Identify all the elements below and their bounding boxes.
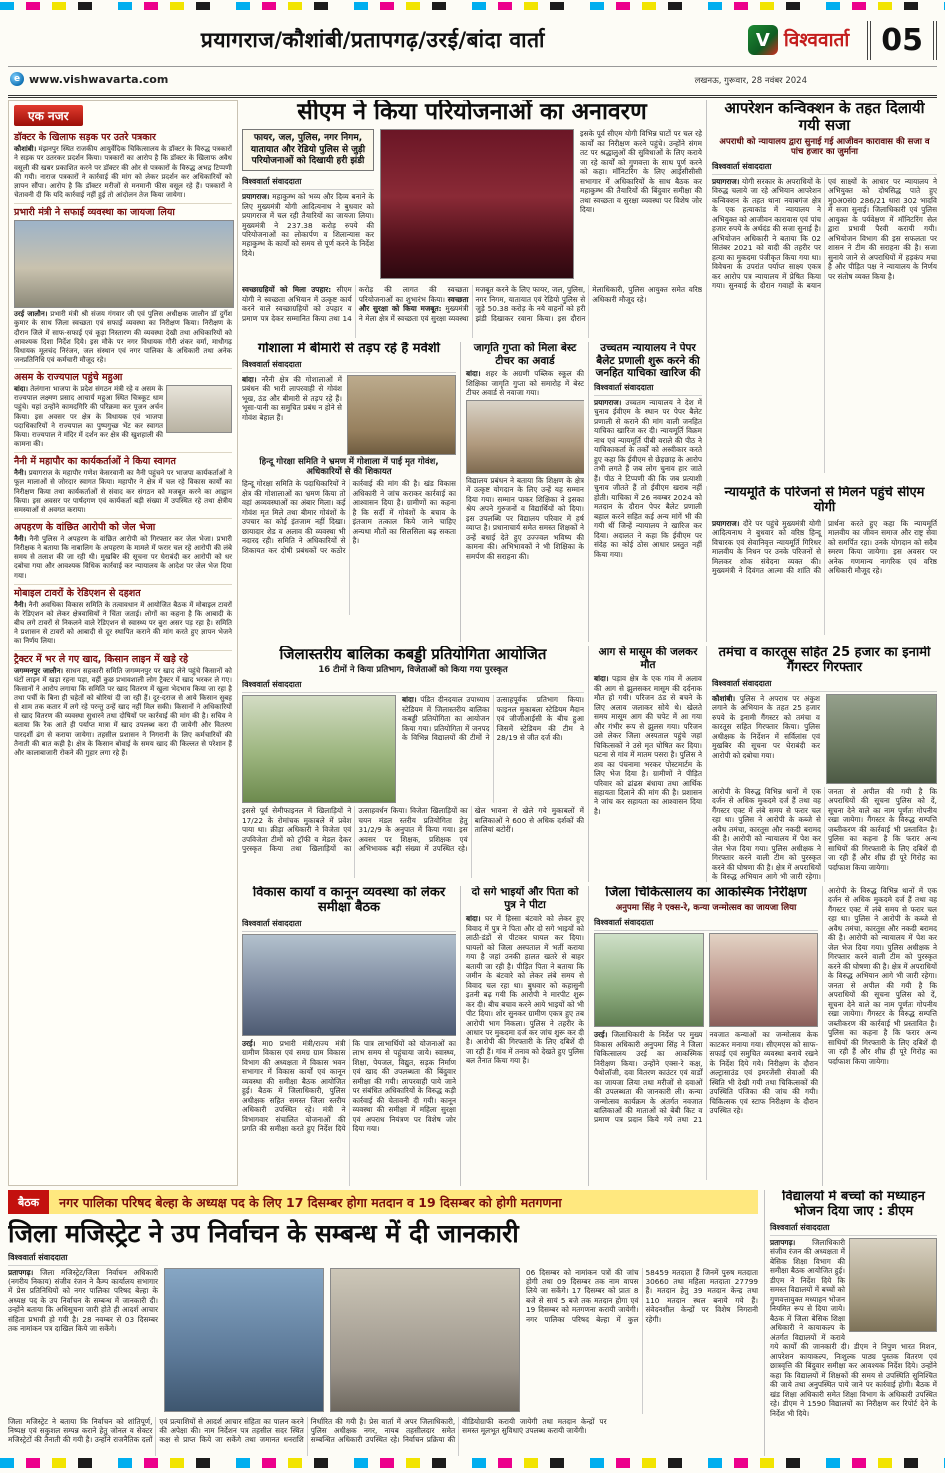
article-best-teacher-award bbox=[460, 342, 584, 642]
byline: विश्ववार्ता संवाददाता bbox=[242, 174, 374, 190]
photo-dm-meeting bbox=[849, 1238, 937, 1332]
article-body: आरोपी के विरुद्ध विभिन्न थानों में एक दर्जन से अधिक मुकदमे दर्ज हैं तथा वह गैंगस्टर एक्ट में लंबे समय से फरार चल रहा था। पुलिस ने आरोपी के कब्जे से अवैध तमंचा, कारतूस और नकदी बरामद की है। आरोपी को न्यायालय में पेश कर जेल भेज दिया गया। पुलिस अधीक्षक ने गिरफ्तार करने वाली टीम को पुरस्कृत करने की घोषणा की है। क्षेत्र में अपराधियों के विरुद्ध अभियान आगे भी जारी रहेगा। जनता से अपील की गयी है कि अपराधियों की सूचना पुलिस को दें, सूचना देने वाले का नाम पूर्णतः गोपनीय रखा जायेगा। गैंगस्टर के विरुद्ध सम्पत्ति जब्तीकरण की कार्रवाई भी प्रस्तावित है। पुलिस का कहना है कि फरार अन्य साथियों की गिरफ्तारी के लिए दबिशें दी जा रही हैं और शीघ्र ही पूरे गिरोह का पर्दाफाश किया जायेगा। bbox=[828, 886, 937, 1066]
article-headline: आपरेशन कन्विक्शन के तहत दिलायी गयी सजा bbox=[724, 100, 925, 135]
inline-subhead: स्वच्छता और सुरक्षा को किया मजबूत: bbox=[358, 294, 469, 314]
photo-hospital-ward bbox=[594, 933, 704, 1027]
article-body: विद्यालय प्रबंधन ने बताया कि शिक्षण के क्षेत्र में उत्कृष्ट योगदान के लिए उन्हें यह सम्मान दिया गया। सम्मान पाकर शिक्षिका ने इसका श्रेय अपने गुरुजनों व विद्यार्थियों को दिया। इस उपलब्धि पर विद्यालय परिवार में हर्ष व्याप्त है। प्रधानाचार्य समेत समस्त शिक्षकों ने उन्हें बधाई देते हुए उज्ज्वल भविष्य की कामना की। अभिभावकों ने भी शिक्षिका के समर्पण की सराहना की। bbox=[466, 475, 584, 561]
brief-body: जगम्मनपुर जालौन। साधन सहकारी समिति जगम्मनपुर पर खाद लेने पहुंचे किसानों को घंटों लाइन में खड़ा रहना पड़ा, वहीं कुछ प्रभावशाली लोग ट्रैक्टर में खाद भरकर ले गए। किसानों ने आरोप लगाया कि समिति पर खाद वितरण में खुला भेदभाव किया जा रहा है तथा पर्ची के बिना ही चहेतों को बोरियां दी जा रही हैं। दूर-दराज से आये किसान सुबह से शाम तक कतार में लगे रहे परन्तु उन्हें खाद नहीं मिल सकी। किसानों ने अधिकारियों से खाद वितरण की व्यवस्था सुधारने तथा दोषियों पर कार्रवाई की मांग की है। सचिव ने बताया कि रैक आते ही पर्याप्त मात्रा में खाद उपलब्ध करा दी जायेगी और वितरण पारदर्शी ढंग से कराया जायेगा। तहसील प्रशासन ने निगरानी के लिए कर्मचारियों की तैनाती की बात कही है। क्षेत्र के किसान बोवाई के समय खाद की किल्लत से परेशान हैं और कालाबाजारी रोकने की गुहार लगा रहे हैं। bbox=[14, 666, 232, 757]
byline: विश्ववार्ता संवाददाता bbox=[712, 676, 937, 692]
article-headline: जागृति गुप्ता को मिला बेस्ट टीचर का अवार्ड bbox=[473, 342, 577, 367]
article-headline: जिला चिकित्सालय का आकस्मिक निरीक्षण bbox=[605, 886, 807, 900]
article-body: स्वच्छाग्रहियों को मिला उपहार: सीएम योगी ने स्वच्छता अभियान में उत्कृष्ट कार्य करने वाले स्वच्छाग्रहियों को उपहार व प्रमाण पत्र देकर सम्मानित किया तथा 14 करोड़ की लागत की स्वच्छता परियोजनाओं का शुभारंभ किया। स्वच्छता और सुरक्षा को किया मजबूत: मुख्यमंत्री ने मेला क्षेत्र में स्वच्छता एवं सुरक्षा व्यवस्था मजबूत करने के लिए फायर, जल, पुलिस, नगर निगम, यातायात एवं रेडियो पुलिस से जुड़े 50.38 करोड़ के नये वाहनों को हरी झंडी दिखाकर रवाना किया। इस दौरान मेलाधिकारी, पुलिस आयुक्त समेत वरिष्ठ अधिकारी मौजूद रहे। bbox=[242, 285, 702, 323]
region-line: प्रयागराज/कौशांबी/प्रतापगढ़/उरई/बांदा वार्ता bbox=[200, 28, 545, 52]
edition-dateline: लखनऊ, गुरूवार, 28 नवंबर 2024 bbox=[694, 76, 807, 86]
brief-headline: ट्रैक्टर में भर ले गए खाद, किसान लाइन में खड़े रहे bbox=[14, 653, 189, 665]
article-body: बांदा। पड़ाव क्षेत्र के एक गांव में अलाव की आग से झुलसकर मासूम की दर्दनाक मौत हो गयी। परिजन ठंड से बचने के लिए अलाव जलाकर सोये थे। खेलते समय मासूम आग की चपेट में आ गया और गंभीर रूप से झुलस गया। परिजन उसे लेकर जिला अस्पताल पहुंचे जहां चिकित्सकों ने उसे मृत घोषित कर दिया। घटना से गांव में मातम पसरा है। पुलिस ने शव का पंचनामा भरकर पोस्टमार्टम के लिए भेज दिया है। ग्रामीणों ने पीड़ित परिवार को ढांढस बंधाया तथा आर्थिक सहायता दिलाने की मांग की है। प्रशासन ने जांच कर सहायता का आश्वासन दिया है। bbox=[594, 674, 702, 816]
news-brief bbox=[14, 585, 232, 651]
brand-logo bbox=[738, 25, 859, 55]
inline-subhead: स्वच्छाग्रहियों को मिला उपहार: bbox=[242, 285, 337, 295]
article-operation-conviction bbox=[706, 100, 937, 482]
article-body: प्रयागराज। उच्चतम न्यायालय ने देश में चुनाव ईवीएम के स्थान पर पेपर बैलेट प्रणाली से कराने की मांग वाली जनहित याचिका खारिज कर दी। न्यायमूर्ति विक्रम नाथ एवं न्यायमूर्ति पीबी वराले की पीठ ने याचिकाकर्ता के तर्कों को अस्वीकार करते हुए कहा कि ईवीएम से छेड़छाड़ के आरोप तभी लगते हैं जब लोग चुनाव हार जाते हैं। पीठ ने टिप्पणी की कि जब प्रत्याशी चुनाव जीतते हैं तो ईवीएम खराब नहीं होती। याचिका में 26 नवम्बर 2024 को मतदान के दौरान पेपर बैलेट प्रणाली बहाल करने सहित कई अन्य मांगें भी की गयी थीं जिन्हें न्यायालय ने खारिज कर दिया। अदालत ने कहा कि ईवीएम पर संदेह का कोई ठोस आधार प्रस्तुत नहीं किया गया। bbox=[594, 397, 702, 559]
brand-name: विश्ववार्ता bbox=[783, 28, 850, 51]
brief-headline: असम के राज्यपाल पहुंचे महुआ bbox=[14, 371, 123, 383]
brand-v-icon: V bbox=[748, 25, 778, 55]
article-headline: उच्चतम न्यायालय ने पेपर बैलेट प्रणाली शुरू करने की जनहित याचिका खारिज की bbox=[595, 342, 701, 380]
brief-body: उरई जालौन। प्रभारी मंत्री श्री संजय गंगवार जी एवं पुलिस अधीक्षक जालौन डॉ दुर्गेश कुमार के साथ जिला स्वच्छता एवं सफाई व्यवस्था का निरीक्षण किया। निरीक्षण के दौरान जिले में साफ-सफाई एवं कूड़ा निस्तारण की व्यवस्था देखी तथा अधिकारियों को आवश्यक दिशा निर्देश दिये। इस मौके पर नगर विधायक गौरी शंकर वर्मा, माधौगढ़ विधायक मूलचंद निरंजन, जल संस्थान एवं नगर पालिका के अधिकारी तथा अनेक जनप्रतिनिधि एवं कर्मचारी मौजूद रहे। bbox=[14, 310, 232, 364]
article-body: प्रयागराज। योगी सरकार के अपराधियों के विरुद्ध चलाये जा रहे अभियान आपरेशन कन्विक्शन के तहत थाना नवाबगंज क्षेत्र के एक हत्याकांड में न्यायालय ने अभियुक्त को आजीवन कारावास एवं पांच हजार रुपये के अर्थदंड की सजा सुनाई है। अभियोजन अधिकारी ने बताया कि 02 सितंबर 2021 को वादी की तहरीर पर हत्या का मुकदमा पंजीकृत किया गया था। विवेचना के उपरांत पर्याप्त साक्ष्य एकत्र कर आरोप पत्र न्यायालय में प्रेषित किया गया। सुनवाई के दौरान गवाहों के बयान एवं साक्ष्यों के आधार पर न्यायालय ने अभियुक्त को दोषसिद्ध पाते हुए मु0अ0सं0 286/21 धारा 302 भादवि में सजा सुनाई। जिलाधिकारी एवं पुलिस आयुक्त के पर्यवेक्षण में मॉनिटरिंग सेल द्वारा प्रभावी पैरवी करायी गयी। अभियोजन विभाग की इस सफलता पर शासन ने टीम की सराहना की है। सजा सुनाये जाने से अपराधियों में हड़कंप मचा है और पीड़ित पक्ष ने न्यायालय के निर्णय पर संतोष व्यक्त किया है। bbox=[712, 176, 937, 291]
article-midday-meal bbox=[764, 1190, 937, 1456]
article-magistrate-byelection bbox=[8, 1218, 758, 1456]
article-kabaddi-tournament bbox=[242, 646, 584, 882]
brief-body: कौशांबी। मंझनपुर स्थित राजकीय आयुर्वेदिक चिकित्सालय के डॉक्टर के विरुद्ध पत्रकारों ने सड़क पर उतरकर प्रदर्शन किया। पत्रकारों का आरोप है कि डॉक्टर के खिलाफ अवैध वसूली की खबर प्रकाशित करने पर डॉक्टर की ओर से पत्रकारों के विरुद्ध अभद्र टिप्पणी की गयी। नाराज पत्रकारों ने कार्रवाई की मांग को लेकर प्रदर्शन कर अधिकारियों को ज्ञापन सौंपा। आरोप है कि डॉक्टर मरीजों से मनमानी फीस वसूल रहे हैं। पत्रकारों ने चेतावनी दी कि यदि कार्रवाई नहीं हुई तो आंदोलन तेज किया जायेगा। bbox=[14, 145, 232, 199]
article-goshala bbox=[242, 342, 456, 642]
news-brief bbox=[14, 651, 232, 761]
photo-governor-visit bbox=[166, 385, 232, 433]
article-fire-death bbox=[588, 646, 702, 882]
eknajar-heading: एक नजर bbox=[14, 105, 83, 126]
news-brief bbox=[14, 519, 232, 585]
article-body: बांदा। नरैनी क्षेत्र की गोशालाओं में प्रबंधन की भारी लापरवाही से गोवंश भूख, ठंड और बीमारी से तड़प रहे हैं। भूसा-पानी का समुचित प्रबंध न होने से गोवंश बेहाल हैं। bbox=[242, 374, 343, 422]
sidebar-ek-najar bbox=[8, 100, 238, 1186]
brief-headline: प्रभारी मंत्री ने सफाई व्यवस्था का जायजा लिया bbox=[14, 206, 175, 218]
photo-kanya-janmotsav bbox=[709, 933, 819, 1027]
photo-kabaddi-teams bbox=[242, 695, 396, 803]
photo-cattle-shelter bbox=[347, 375, 456, 455]
article-gangster-arrest bbox=[706, 646, 937, 882]
article-body: आरोपी के विरुद्ध विभिन्न थानों में एक दर्जन से अधिक मुकदमे दर्ज हैं तथा वह गैंगस्टर एक्ट में लंबे समय से फरार चल रहा था। पुलिस ने आरोपी के कब्जे से अवैध तमंचा, कारतूस और नकदी बरामद की है। आरोपी को न्यायालय में पेश कर जेल भेज दिया गया। पुलिस अधीक्षक ने गिरफ्तार करने वाली टीम को पुरस्कृत करने की घोषणा की है। क्षेत्र में अपराधियों के विरुद्ध अभियान आगे भी जारी रहेगा। जनता से अपील की गयी है कि अपराधियों की सूचना पुलिस को दें, सूचना देने वाले का नाम पूर्णतः गोपनीय रखा जायेगा। गैंगस्टर के विरुद्ध सम्पत्ति जब्तीकरण की कार्रवाई भी प्रस्तावित है। पुलिस का कहना है कि फरार अन्य साथियों की गिरफ्तारी के लिए दबिशें दी जा रही हैं और शीघ्र ही पूरे गिरोह का पर्दाफाश किया जायेगा। bbox=[712, 786, 937, 882]
article-body: प्रयागराज। दौरे पर पहुंचे मुख्यमंत्री योगी आदित्यनाथ ने बुधवार को वरिष्ठ हिन्दू विचारक एवं सेवानिवृत्त न्यायमूर्ति गिरिधर मालवीय के निधन पर उनके परिजनों से मिलकर शोक संवेदना व्यक्त की। मुख्यमंत्री ने दिवंगत आत्मा की शांति की प्रार्थना करते हुए कहा कि न्यायमूर्ति मालवीय का जीवन समाज और राष्ट्र सेवा को समर्पित रहा। उनके योगदान को सदैव स्मरण किया जायेगा। इस अवसर पर अनेक गणमान्य नागरिक एवं वरिष्ठ अधिकारी मौजूद रहे। bbox=[712, 518, 937, 576]
byline: विश्ववार्ता संवाददाता bbox=[8, 1250, 158, 1266]
brief-headline: मोबाइल टावरों के रेडिएशन से दहशत bbox=[14, 587, 141, 599]
byline: विश्ववार्ता संवाददाता bbox=[594, 915, 818, 931]
article-body: बांदा। पंडित दीनदयाल उपाध्याय स्टेडियम में जिलास्तरीय बालिका कबड्डी प्रतियोगिता का आयोजन किया गया। प्रतियोगिता में जनपद के विभिन्न विद्यालयों की टीमों ने उत्साहपूर्वक प्रतिभाग किया। फाइनल मुकाबला स्टेडियम मैदान एवं जीजीआईसी के बीच हुआ जिसमें स्टेडियम की टीम ने 28/19 से जीत दर्ज की। bbox=[402, 695, 584, 743]
news-brief bbox=[14, 129, 232, 204]
article-continuation bbox=[822, 886, 937, 1186]
article-body: उरई। मा0 प्रभारी मंत्री/राज्य मंत्री ग्रामीण विकास एवं समग्र ग्राम विकास विभाग की अध्यक्षता में विकास भवन सभागार में विकास कार्यों एवं कानून व्यवस्था की समीक्षा बैठक आयोजित हुई। बैठक में जिलाधिकारी, पुलिस अधीक्षक सहित समस्त जिला स्तरीय अधिकारी उपस्थित रहे। मंत्री ने विभागवार संचालित योजनाओं की प्रगति की समीक्षा करते हुए निर्देश दिये कि पात्र लाभार्थियों को योजनाओं का लाभ समय से पहुंचाया जाये। स्वास्थ्य, शिक्षा, पेयजल, विद्युत, सड़क निर्माण एवं खाद की उपलब्धता की बिंदुवार समीक्षा की गयी। लापरवाही पाये जाने पर संबंधित अधिकारियों के विरुद्ध कड़ी कार्रवाई की चेतावनी दी गयी। कानून व्यवस्था की समीक्षा में महिला सुरक्षा एवं अपराध नियंत्रण पर विशेष जोर दिया गया। bbox=[242, 1038, 456, 1134]
photo-district-magistrate bbox=[164, 1268, 324, 1412]
article-headline: तमंचा व कारतूस सहित 25 हजार का इनामी गैंगस्टर गिरफ्तार bbox=[718, 646, 931, 675]
brief-headline: नैनी में महापौर का कार्यकर्ताओं ने किया स्वागत bbox=[14, 455, 176, 467]
photo-press-conference bbox=[330, 1268, 520, 1412]
print-registration-bar-bottom bbox=[0, 1458, 945, 1468]
article-body: जिला मजिस्ट्रेट ने बताया कि निर्वाचन को शांतिपूर्ण, निष्पक्ष एवं सकुशल सम्पन्न कराने हेतु जोनल व सेक्टर मजिस्ट्रेटों की तैनाती की गयी है। उन्होंने राजनैतिक दलों एवं प्रत्याशियों से आदर्श आचार संहिता का पालन करने की अपेक्षा की। नाम निर्देशन पत्र तहसील सदर स्थित कक्ष से प्राप्त किये जा सकेंगे तथा जमानत धनराशि निर्धारित की गयी है। प्रेस वार्ता में अपर जिलाधिकारी, पुलिस अधीक्षक नगर, नायब तहसीलदार समेत सम्बन्धित अधिकारी उपस्थित रहे। निर्वाचन प्रक्रिया की वीडियोग्राफी करायी जायेगी तथा मतदान केन्द्रों पर समस्त मूलभूत सुविधाएं उपलब्ध करायी जायेंगी। bbox=[8, 1416, 607, 1445]
news-brief bbox=[14, 453, 232, 519]
photo-arrested-gangster bbox=[826, 694, 937, 784]
photo-cm-event bbox=[380, 129, 574, 279]
news-brief bbox=[14, 369, 232, 453]
website-url[interactable]: www.vishwavarta.com bbox=[29, 72, 169, 86]
print-registration-bar-top bbox=[0, 2, 945, 10]
article-family-assault bbox=[460, 886, 584, 1186]
article-subhead: अपराधी को न्यायालय द्वारा सुनाई गई आजीवन कारावास की सजा व पांच हजार का जुर्माना bbox=[719, 136, 930, 157]
article-headline: गोशाला में बीमारी से तड़प रहे हैं मवेशी bbox=[257, 342, 440, 356]
article-body: इससे पूर्व सेमीफाइनल में खिलाड़ियों ने 17/22 के रोमांचक मुकाबले में प्रवेश पाया था। क्रीड़ा अधिकारी ने विजेता एवं उपविजेता टीमों को ट्रॉफी व मेडल देकर पुरस्कृत किया तथा खिलाड़ियों का उत्साहवर्धन किया। विजेता खिलाड़ियों का चयन मंडल स्तरीय प्रतियोगिता हेतु 31/2/9 के अनुपात में किया गया। इस अवसर पर शिक्षक, प्रशिक्षक एवं अभिभावक बड़ी संख्या में उपस्थित रहे। खेल भावना से खेले गये मुकाबलों में बालिकाओं ने 600 से अधिक दर्शकों की तालियां बटोरीं। bbox=[242, 806, 584, 854]
article-body: इसके पूर्व सीएम योगी विभिन्न घाटों पर चल रहे कार्यों का निरीक्षण करने पहुंचे। उन्होंने संगम तट पर श्रद्धालुओं की सुविधाओं के लिए कराये जा रहे कार्यों को गुणवत्ता के साथ पूर्ण करने को कहा। मॉनिटरिंग के लिए आईसीसीसी सभागार में अधिकारियों के साथ बैठक कर महाकुम्भ की तैयारियों की बिंदुवार समीक्षा की तथा स्वच्छता व सुरक्षा व्यवस्था पर विशेष जोर दिया। bbox=[580, 129, 702, 215]
strip-label: बैठक bbox=[8, 1190, 49, 1214]
brief-body: नैनी। नैनी अवधिका विकास समिति के तत्वावधान में आयोजित बैठक में मोबाइल टावरों के रेडिएशन को लेकर क्षेत्रवासियों ने चिंता जताई। लोगों का कहना है कि आबादी के बीच लगे टावरों से निकलने वाले रेडिएशन से स्वास्थ्य पर बुरा असर पड़ रहा है। समिति ने प्रशासन से टावरों को आबादी से दूर स्थापित कराने की मांग करते हुए ज्ञापन भेजने का निर्णय लिया। bbox=[14, 601, 233, 646]
brief-headline: अपहरण के वांछित आरोपी को जेल भेजा bbox=[14, 521, 156, 533]
article-subhead: अनुपमा सिंह ने एक्स-रे, कन्या जन्मोत्सव का जायजा लिया bbox=[615, 902, 797, 913]
article-headline: सीएम ने किया परियोजनाओं का अनावरण bbox=[297, 100, 647, 125]
photo-sanitation-inspection bbox=[14, 220, 234, 308]
article-headline: विकास कार्यों व कानून व्यवस्था को लेकर समीक्षा बैठक bbox=[252, 886, 446, 915]
article-body: बांदा। घर में हिस्सा बंटवारे को लेकर हुए विवाद में पुत्र ने पिता और दो सगे भाइयों को लाठी-डंडों से पीटकर घायल कर दिया। घायलों को जिला अस्पताल में भर्ती कराया गया है जहां उनकी हालत खतरे से बाहर बतायी जा रही है। पीड़ित पिता ने बताया कि जमीन के बंटवारे को लेकर लंबे समय से विवाद चल रहा था। बुधवार को कहासुनी इतनी बढ़ गयी कि आरोपी ने मारपीट शुरू कर दी। बीच बचाव करने आये भाइयों को भी पीट दिया। शोर सुनकर ग्रामीण एकत्र हुए तब आरोपी भाग निकला। पुलिस ने तहरीर के आधार पर मुकदमा दर्ज कर जांच शुरू कर दी है। आरोपी की गिरफ्तारी के लिए दबिशें दी जा रही हैं। गांव में तनाव को देखते हुए पुलिस बल तैनात किया गया है। bbox=[466, 914, 584, 1066]
globe-icon: e bbox=[10, 72, 24, 86]
brief-body: नैनी। प्रयागराज के महापौर गणेश केसरवानी का नैनी पहुंचने पर भाजपा कार्यकर्ताओं ने फूल मालाओं से जोरदार स्वागत किया। महापौर ने क्षेत्र में चल रहे विकास कार्यों का निरीक्षण किया तथा कार्यकर्ताओं से संवाद कर संगठन को मजबूत करने का आह्वान किया। इस अवसर पर पार्षदगण एवं कार्यकर्ता बड़ी संख्या में उपस्थित रहे तथा क्षेत्रीय समस्याओं से अवगत कराया। bbox=[14, 469, 232, 514]
article-headline: जिलास्तरीय बालिका कबड्डी प्रतियोगिता आयोजित bbox=[279, 646, 547, 663]
article-review-meeting bbox=[242, 886, 456, 1186]
article-body: प्रयागराज। महाकुम्भ को भव्य और दिव्य बनाने के लिए मुख्यमंत्री योगी आदित्यनाथ ने बुधवार को प्रयागराज में चल रही तैयारियों का जायजा लिया। मुख्यमंत्री ने 237.38 करोड़ रुपये की परियोजनाओं का लोकार्पण व शिलान्यास कर महाकुम्भ के कार्यों को समय से पूर्ण करने के निर्देश दिये। bbox=[242, 192, 374, 258]
article-body: बांदा। शहर के अग्रणी पब्लिक स्कूल की शिक्षिका जागृति गुप्ता को समारोह में बेस्ट टीचर अवार्ड से नवाजा गया। bbox=[466, 369, 584, 398]
brief-body: बांदा। तेलंगाना भाजपा के प्रदेश संगठन मंत्री रहे व असम के राज्यपाल लक्ष्मण प्रसाद आचार्य महुआ स्थित चित्रकूट धाम पहुंचे। यहां उन्होंने कामदगिरि की परिक्रमा कर पूजन अर्चन किया। इस अवसर पर क्षेत्र के विधायक एवं भाजपा पदाधिकारियों ने राज्यपाल का पुष्पगुच्छ भेंट कर स्वागत किया। राज्यपाल ने मंदिर में दर्शन कर क्षेत्र की खुशहाली की कामना की। bbox=[14, 385, 232, 449]
article-supreme-court-ballot bbox=[588, 342, 702, 642]
page-number: 05 bbox=[867, 21, 937, 60]
byline: विश्ववार्ता संवाददाता bbox=[594, 380, 702, 396]
brief-headline: डॉक्टर के खिलाफ सड़क पर उतरे पत्रकार bbox=[14, 132, 156, 143]
byline: विश्ववार्ता संवाददाता bbox=[770, 1220, 937, 1236]
article-body: कौशांबी। पुलिस ने अपराध पर अंकुश लगाने के अभियान के तहत 25 हजार रुपये के इनामी गैंगस्टर को तमंचा व कारतूस सहित गिरफ्तार किया। पुलिस अधीक्षक के निर्देशन में सर्विलांस एवं मुखबिर की सूचना पर घेराबंदी कर आरोपी को दबोचा गया। bbox=[712, 693, 821, 760]
byline: विश्ववार्ता संवाददाता bbox=[242, 357, 456, 373]
article-lede: फायर, जल, पुलिस, नगर निगम, यातायात और रेडियो पुलिस से जुड़ी परियोजनाओं को दिखायी हरी झंडी bbox=[242, 129, 374, 171]
article-headline: दो सगे भाइयों और पिता को पुत्र ने पीटा bbox=[471, 886, 579, 911]
article-cm-condolence bbox=[706, 486, 937, 642]
photo-award-ceremony bbox=[466, 400, 584, 474]
article-headline: जिला मजिस्ट्रेट ने उप निर्वाचन के सम्बन्ध में दी जानकारी bbox=[8, 1219, 519, 1248]
article-headline: आग से मासूम की जलकर मौत bbox=[598, 646, 698, 671]
byline: विश्ववार्ता संवाददाता bbox=[242, 677, 584, 693]
article-subhead: हिन्दू गोरक्षा समिति ने भ्रमण में गोशाला में पाई मृत गोवंश, अधिकारियों से की शिकायत bbox=[259, 456, 439, 478]
news-brief bbox=[14, 204, 232, 369]
article-subhead: 16 टीमों ने किया प्रतिभाग, विजेताओं को किया गया पुरस्कृत bbox=[318, 665, 508, 676]
article-cm-unveiling bbox=[242, 100, 702, 338]
article-body: हिन्दू गोरक्षा समिति के पदाधिकारियों ने क्षेत्र की गोशालाओं का भ्रमण किया तो वहां अव्यवस्थाओं का अंबार मिला। कई गोवंश मृत मिले तथा बीमार गोवंशों के उपचार का कोई इंतजाम नहीं दिखा। छायादार शेड व अलाव की व्यवस्था भी नदारद रही। समिति ने अधिकारियों से शिकायत कर दोषी प्रबंधकों पर कठोर कार्रवाई की मांग की है। खंड विकास अधिकारी ने जांच कराकर कार्रवाई का आश्वासन दिया है। ग्रामीणों का कहना है कि सर्दी में गोवंशों के बचाव के इंतजाम तत्काल किये जाने चाहिए अन्यथा मौतों का सिलसिला बढ़ सकता है। bbox=[242, 479, 456, 555]
photo-review-meeting bbox=[242, 934, 456, 1036]
masthead bbox=[8, 14, 937, 98]
article-body: प्रतापगढ़। जिला मजिस्ट्रेट/जिला निर्वाचन अधिकारी (नगरीय निकाय) संजीव रंजन ने कैम्प कार्यालय सभागार में प्रेस प्रतिनिधियों को नगर पालिका परिषद बेल्हा के अध्यक्ष पद के उप निर्वाचन के सम्बन्ध में जानकारी दी। उन्होंने बताया कि अधिसूचना जारी होते ही आदर्श आचार संहिता प्रभावी हो गयी है। 28 नवम्बर से 03 दिसम्बर तक नामांकन पत्र दाखिल किये जा सकेंगे। bbox=[8, 1267, 158, 1334]
byline: विश्ववार्ता संवाददाता bbox=[242, 916, 456, 932]
article-hospital-inspection bbox=[588, 886, 818, 1186]
article-body: उरई। जिलाधिकारी के निर्देश पर मुख्य विकास अधिकारी अनुपमा सिंह ने जिला चिकित्सालय उरई का आकस्मिक निरीक्षण किया। उन्होंने एक्स-रे कक्ष, पैथोलॉजी, दवा वितरण काउंटर एवं वार्डों का जायजा लिया तथा मरीजों से दवाओं की उपलब्धता की जानकारी ली। कन्या जन्मोत्सव कार्यक्रम के अंतर्गत नवजात बालिकाओं की माताओं को बेबी किट व प्रमाण पत्र प्रदान किये गये तथा 21 नवजात कन्याओं का जन्मोत्सव केक काटकर मनाया गया। सीएमएस को साफ-सफाई एवं समुचित व्यवस्था बनाये रखने के निर्देश दिये गये। निरीक्षण के दौरान अल्ट्रासाउंड एवं इमरजेंसी सेवाओं की स्थिति भी देखी गयी तथा चिकित्सकों की उपस्थिति पंजिका की जांच की गयी। चिकित्सक एवं स्टाफ निरीक्षण के दौरान उपस्थित रहे। bbox=[594, 1030, 818, 1125]
article-headline: विद्यालयों में बच्चों को मध्याहन भोजन दिया जाए : डीएम bbox=[782, 1190, 925, 1219]
brief-body: नैनी। नैनी पुलिस ने अपहरण के वांछित आरोपी को गिरफ्तार कर जेल भेजा। प्रभारी निरीक्षक ने बताया कि नाबालिग के अपहरण के मामले में फरार चल रहे आरोपी की लंबे समय से तलाश की जा रही थी। मुखबिर की सूचना पर घेराबंदी कर आरोपी को धर दबोचा गया और आवश्यक विधिक कार्रवाई कर न्यायालय के आदेश पर जेल भेज दिया गया। bbox=[14, 535, 232, 580]
byline: विश्ववार्ता संवाददाता bbox=[712, 159, 937, 175]
article-body: प्रतापगढ़। जिलाधिकारी संजीव रंजन की अध्यक्षता में बेसिक शिक्षा विभाग की समीक्षा बैठक आयोजित हुई। डीएम ने निर्देश दिये कि समस्त विद्यालयों में बच्चों को गुणवत्तायुक्त मध्याहन भोजन नियमित रूप से दिया जाये। बैठक में जिला बेसिक शिक्षा अधिकारी ने कायाकल्प के अंतर्गत विद्यालयों में कराये गये कार्यों की जानकारी दी। डीएम ने निपुण भारत मिशन, आपरेशन कायाकल्प, निःशुल्क पाठ्य पुस्तक वितरण एवं छात्रवृत्ति की बिंदुवार समीक्षा कर आवश्यक निर्देश दिये। उन्होंने कहा कि विद्यालयों में शिक्षकों की समय से उपस्थिति सुनिश्चित की जाये तथा अनुपस्थित पाये जाने पर कार्रवाई होगी। बैठक में खंड शिक्षा अधिकारी समेत शिक्षा विभाग के अधिकारी उपस्थित रहे। डीएम ने 1590 विद्यालयों का निरीक्षण कर रिपोर्ट देने के निर्देश भी दिये। bbox=[770, 1237, 937, 1418]
strip-text: नगर पालिका परिषद बेल्हा के अध्यक्ष पद के लिए 17 दिसम्बर होगा मतदान व 19 दिसम्बर को होगी मतगणना bbox=[49, 1190, 758, 1214]
election-notice-strip bbox=[8, 1190, 758, 1214]
article-body: 06 दिसम्बर को नामांकन पत्रों की जांच होगी तथा 09 दिसम्बर तक नाम वापस लिये जा सकेंगे। 17 दिसम्बर को प्रातः 8 बजे से सायं 5 बजे तक मतदान होगा एवं 19 दिसम्बर को मतगणना करायी जायेगी। नगर पालिका परिषद बेल्हा में कुल 58459 मतदाता हैं जिनमें पुरुष मतदाता 30660 तथा महिला मतदाता 27799 हैं। मतदान हेतु 39 मतदान केन्द्र तथा 110 मतदान स्थल बनाये गये हैं। संवेदनशील केन्द्रों पर विशेष निगरानी रहेगी। bbox=[526, 1267, 758, 1324]
article-headline: न्यायमूर्ति के परिजनों से मिलने पहुंचे सीएम योगी bbox=[724, 486, 925, 515]
